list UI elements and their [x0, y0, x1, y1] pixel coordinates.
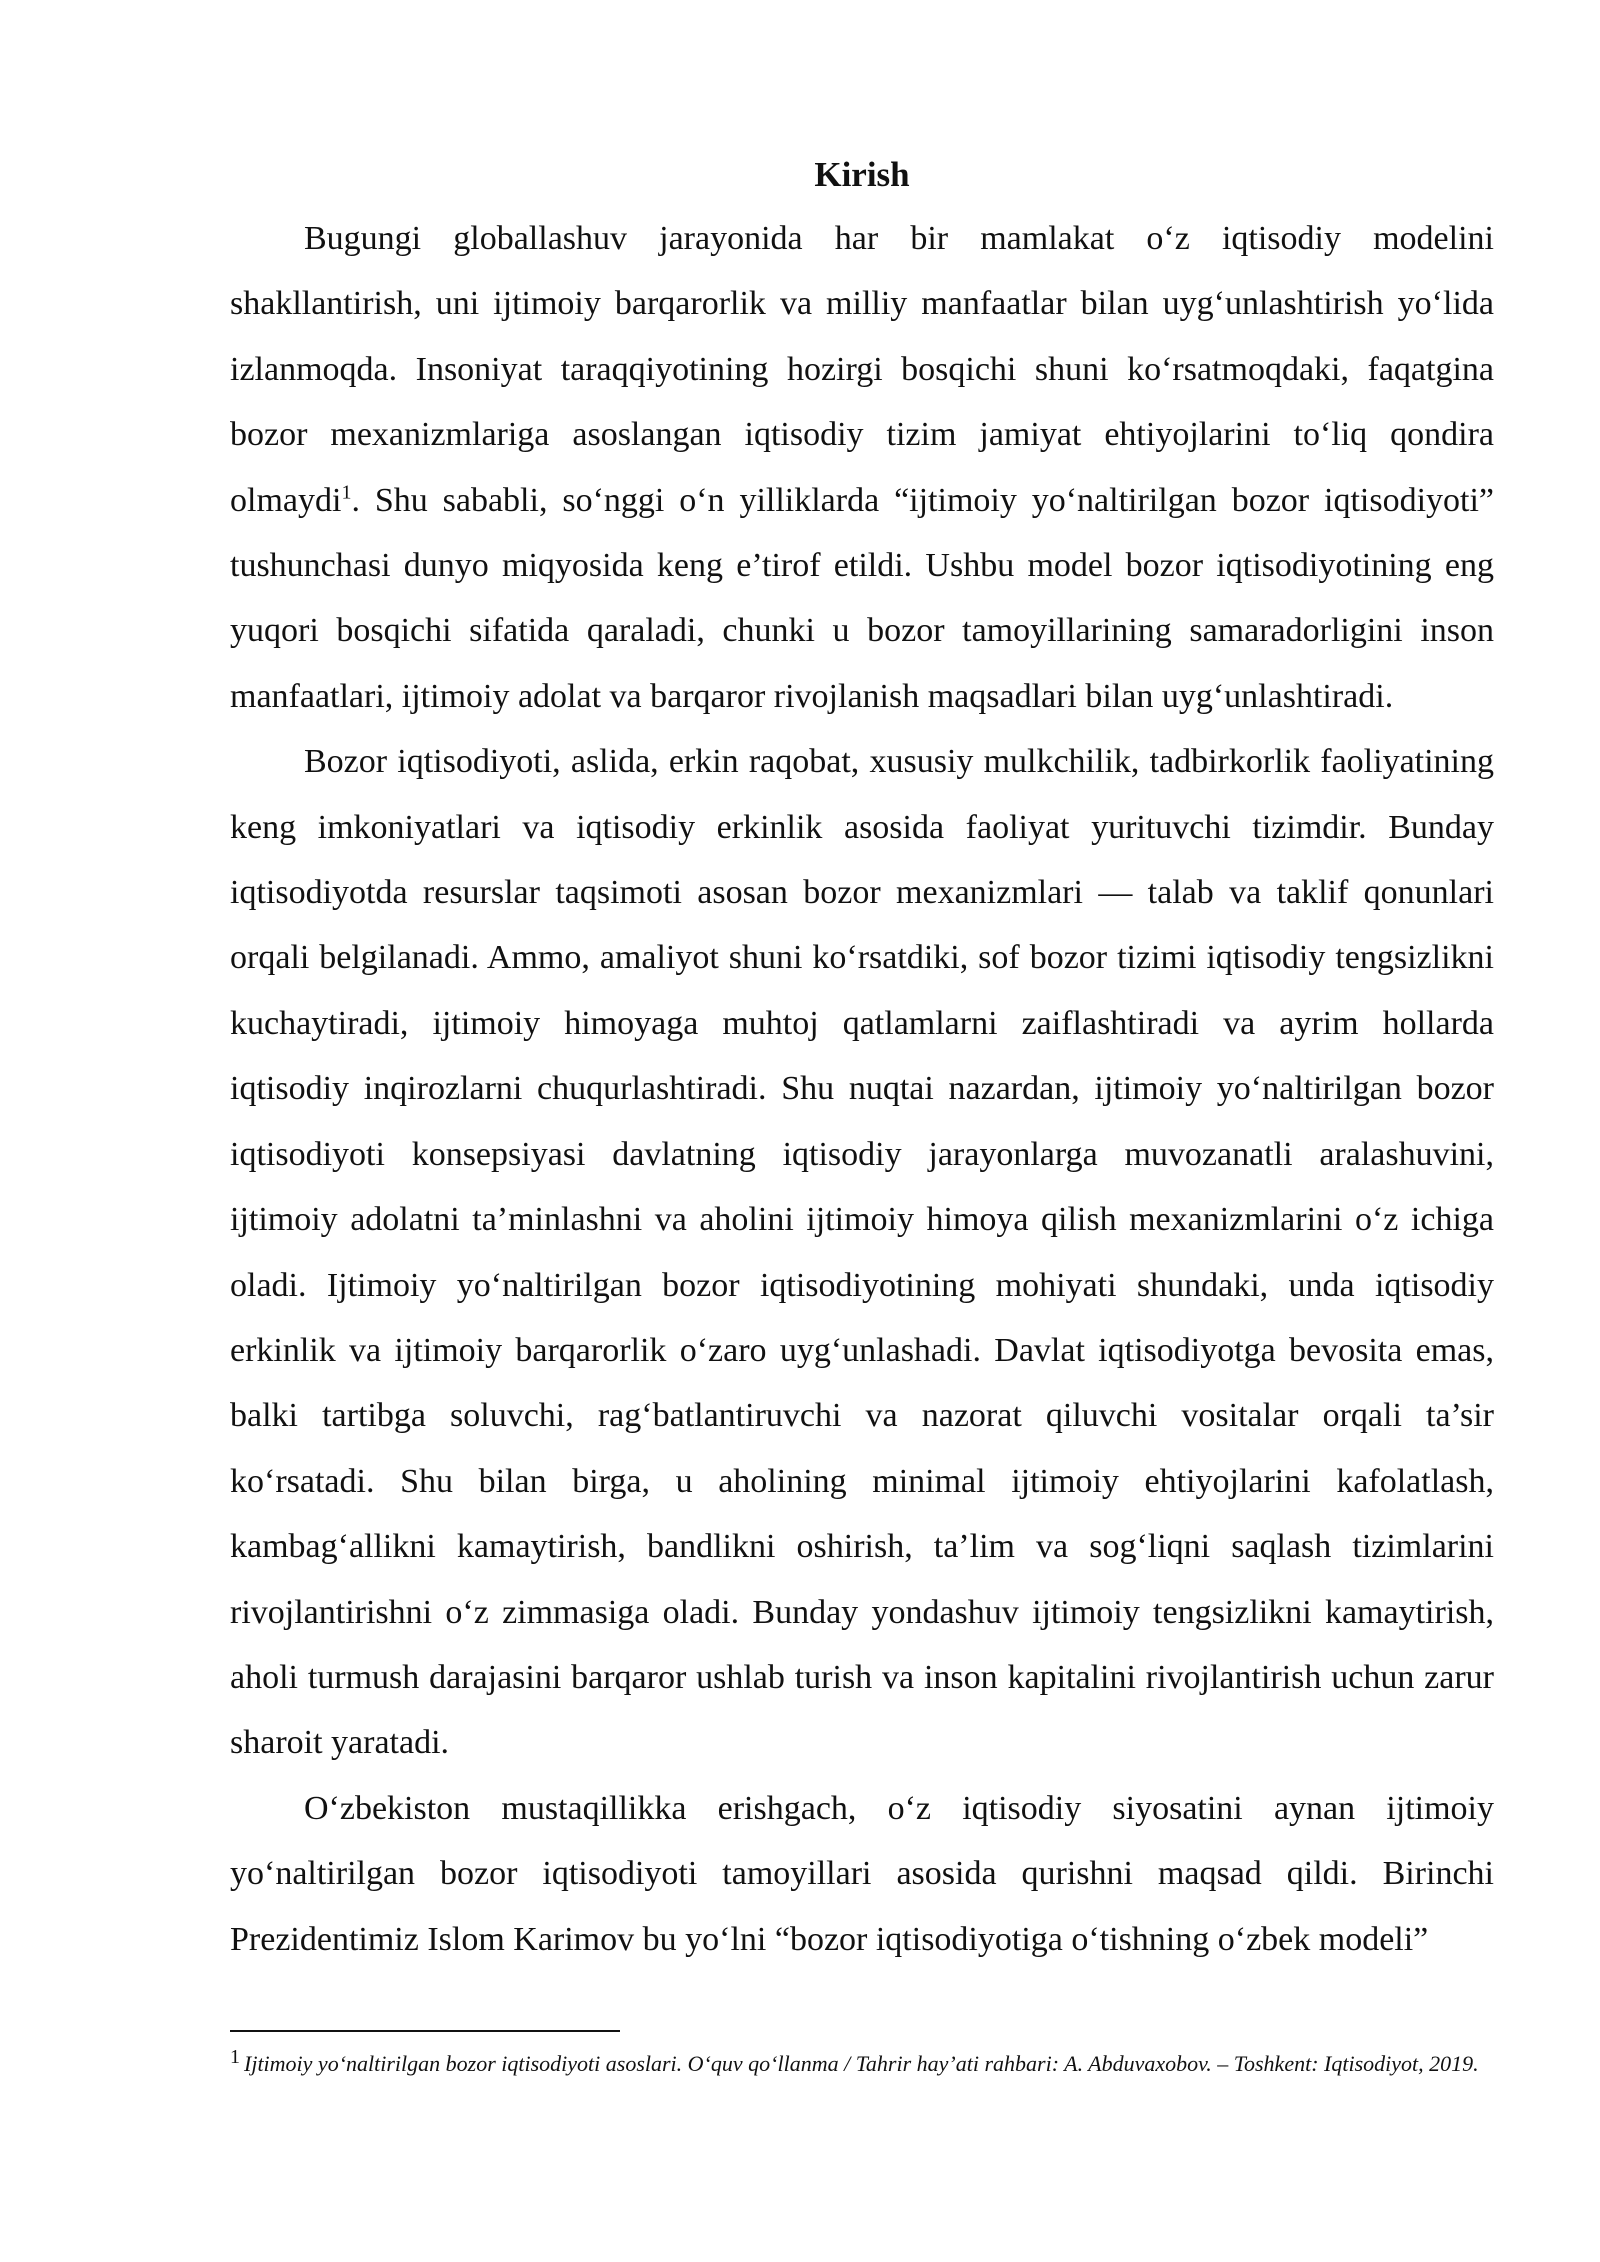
paragraph-1-text: Bugungi globallashuv jarayonida har bir mamlakat o‘z iqtisodiy modelini shakllantirish, uni ijtimoiy barqarorlik va milliy manfaatlar bilan uyg‘unlashtirish yo‘lida izlanmoqda. Insoniyat taraqqiyotining hozirgi bosqichi shuni ko‘rsatmoqdaki, faqatgina bozor mexanizmlariga asoslangan iqtisodiy tizim jamiyat ehtiyojlarini to‘liq qondira olmaydi [230, 220, 1494, 519]
page-title: Kirish [814, 155, 910, 194]
footnote-reference[interactable]: 1 [341, 481, 352, 504]
paragraph-1 [230, 206, 1494, 729]
footnote [230, 2046, 1494, 2082]
document-body [230, 148, 1494, 1972]
paragraph-1-text-continued: . Shu sababli, so‘nggi o‘n yilliklarda “ijtimoiy yo‘naltirilgan bozor iqtisodiyoti” tushunchasi dunyo miqyosida keng e’tirof etildi. Ushbu model bozor iqtisodiyotining eng yuqori bosqichi sifatida qaraladi, chunki u bozor tamoyillarining samaradorligini inson manfaatlari, ijtimoiy adolat va barqaror rivojlanish maqsadlari bilan uyg‘unlashtiradi. [230, 481, 1494, 715]
footnote-text: Ijtimoiy yo‘naltirilgan bozor iqtisodiyoti asoslari. O‘quv qo‘llanma / Tahrir hay’ati rahbari: A. Abduvaxobov. – Toshkent: Iqtisodiyot, 2019. [244, 2051, 1479, 2076]
paragraph-3: O‘zbekiston mustaqillikka erishgach, o‘z iqtisodiy siyosatini aynan ijtimoiy yo‘naltirilgan bozor iqtisodiyoti tamoyillari asosida qurishni maqsad qildi. Birinchi Prezidentimiz Islom Karimov bu yo‘lni “bozor iqtisodiyotiga o‘tishning o‘zbek modeli” [230, 1789, 1494, 1958]
paragraph-2: Bozor iqtisodiyoti, aslida, erkin raqobat, xususiy mulkchilik, tadbirkorlik faoliyatining keng imkoniyatlari va iqtisodiy erkinlik asosida faoliyat yurituvchi tizimdir. Bunday iqtisodiyotda resurslar taqsimoti asosan bozor mexanizmlari — talab va taklif qonunlari orqali belgilanadi. Ammo, amaliyot shuni ko‘rsatdiki, sof bozor tizimi iqtisodiy tengsizlikni kuchaytiradi, ijtimoiy himoyaga muhtoj qatlamlarni zaiflashtiradi va ayrim hollarda iqtisodiy inqirozlarni chuqurlashtiradi. Shu nuqtai nazardan, ijtimoiy yo‘naltirilgan bozor iqtisodiyoti konsepsiyasi davlatning iqtisodiy jarayonlarga muvozanatli aralashuvini, ijtimoiy adolatni ta’minlashni va aholini ijtimoiy himoya qilish mexanizmlarini o‘z ichiga oladi. Ijtimoiy yo‘naltirilgan bozor iqtisodiyotining mohiyati shundaki, unda iqtisodiy erkinlik va ijtimoiy barqarorlik o‘zaro uyg‘unlashadi. Davlat iqtisodiyotga bevosita emas, balki tartibga soluvchi, rag‘batlantiruvchi va nazorat qiluvchi vositalar orqali ta’sir ko‘rsatadi. Shu bilan birga, u aholining minimal ijtimoiy ehtiyojlarini kafolatlash, kambag‘allikni kamaytirish, bandlikni oshirish, ta’lim va sog‘liqni saqlash tizimlarini rivojlantirishni o‘z zimmasiga oladi. Bunday yondashuv ijtimoiy tengsizlikni kamaytirish, aholi turmush darajasini barqaror ushlab turish va inson kapitalini rivojlantirish uchun zarur sharoit yaratadi. [230, 743, 1494, 1762]
footnote-number: 1 [230, 2045, 240, 2068]
footnote-separator [230, 2030, 620, 2032]
